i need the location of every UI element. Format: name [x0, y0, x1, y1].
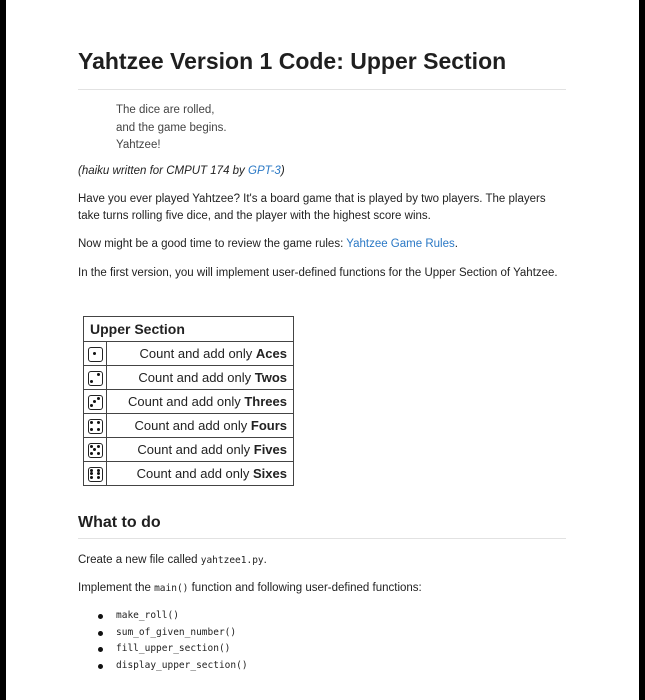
die-two-icon: [88, 371, 103, 386]
row-description: Count and add only Fives: [107, 438, 294, 462]
die-four-icon: [88, 419, 103, 434]
die-five-icon: [88, 443, 103, 458]
list-item: display_upper_section(): [98, 658, 248, 675]
left-border: [0, 0, 6, 700]
row-description: Count and add only Twos: [107, 366, 294, 390]
page-title: Yahtzee Version 1 Code: Upper Section: [78, 48, 507, 74]
die-one-icon: [88, 347, 103, 362]
list-item: fill_upper_section(): [98, 641, 248, 658]
review-suffix: .: [454, 238, 458, 250]
gpt3-link[interactable]: GPT-3: [248, 165, 281, 177]
haiku-line: and the game begins.: [116, 121, 227, 134]
first-version-paragraph: In the first version, you will implement user-defined functions for the Upper Section of Yahtzee.: [78, 267, 558, 279]
table-row: [84, 462, 294, 486]
yahtzee-rules-link[interactable]: Yahtzee Game Rules: [346, 238, 455, 250]
table-header: Upper Section: [84, 317, 294, 342]
list-item: make_roll(): [98, 608, 248, 625]
table-row: [84, 390, 294, 414]
create-suffix: .: [263, 554, 267, 566]
title-divider: [78, 89, 566, 90]
implement-suffix: function and following user-defined functions:: [188, 582, 422, 594]
table-row: [84, 342, 294, 366]
row-description: Count and add only Aces: [107, 342, 294, 366]
create-prefix: Create a new file called: [78, 554, 201, 566]
haiku-line: The dice are rolled,: [116, 104, 215, 116]
die-six-icon: [88, 467, 103, 482]
row-description: Count and add only Threes: [107, 390, 294, 414]
review-prefix: Now might be a good time to review the game rules:: [78, 238, 347, 250]
review-paragraph: [78, 236, 558, 253]
haiku-line: Yahtzee!: [116, 139, 161, 151]
filename-code: yahtzee1.py: [200, 555, 264, 566]
implement-paragraph: [78, 580, 558, 597]
intro-paragraph: Have you ever played Yahtzee? It's a board game that is played by two players. The players take turns rolling five dice, and the player with the highest score wins.: [78, 193, 546, 222]
section-divider: [78, 538, 566, 539]
row-description: Count and add only Sixes: [107, 462, 294, 486]
right-border: [639, 0, 645, 700]
haiku-credit: [78, 163, 558, 180]
credit-suffix: ): [280, 165, 285, 177]
what-to-do-heading: What to do: [78, 514, 161, 531]
list-item: sum_of_given_number(): [98, 625, 248, 642]
table-row: [84, 414, 294, 438]
credit-prefix: (haiku written for CMPUT 174 by: [78, 165, 249, 177]
function-list: [98, 608, 248, 674]
upper-section-table: [83, 316, 294, 486]
haiku: [116, 102, 227, 155]
table-row: [84, 366, 294, 390]
row-description: Count and add only Fours: [107, 414, 294, 438]
table-row: [84, 438, 294, 462]
create-file-paragraph: [78, 552, 558, 569]
die-three-icon: [88, 395, 103, 410]
implement-prefix: Implement the: [78, 582, 155, 594]
main-function-code: main(): [154, 583, 189, 594]
